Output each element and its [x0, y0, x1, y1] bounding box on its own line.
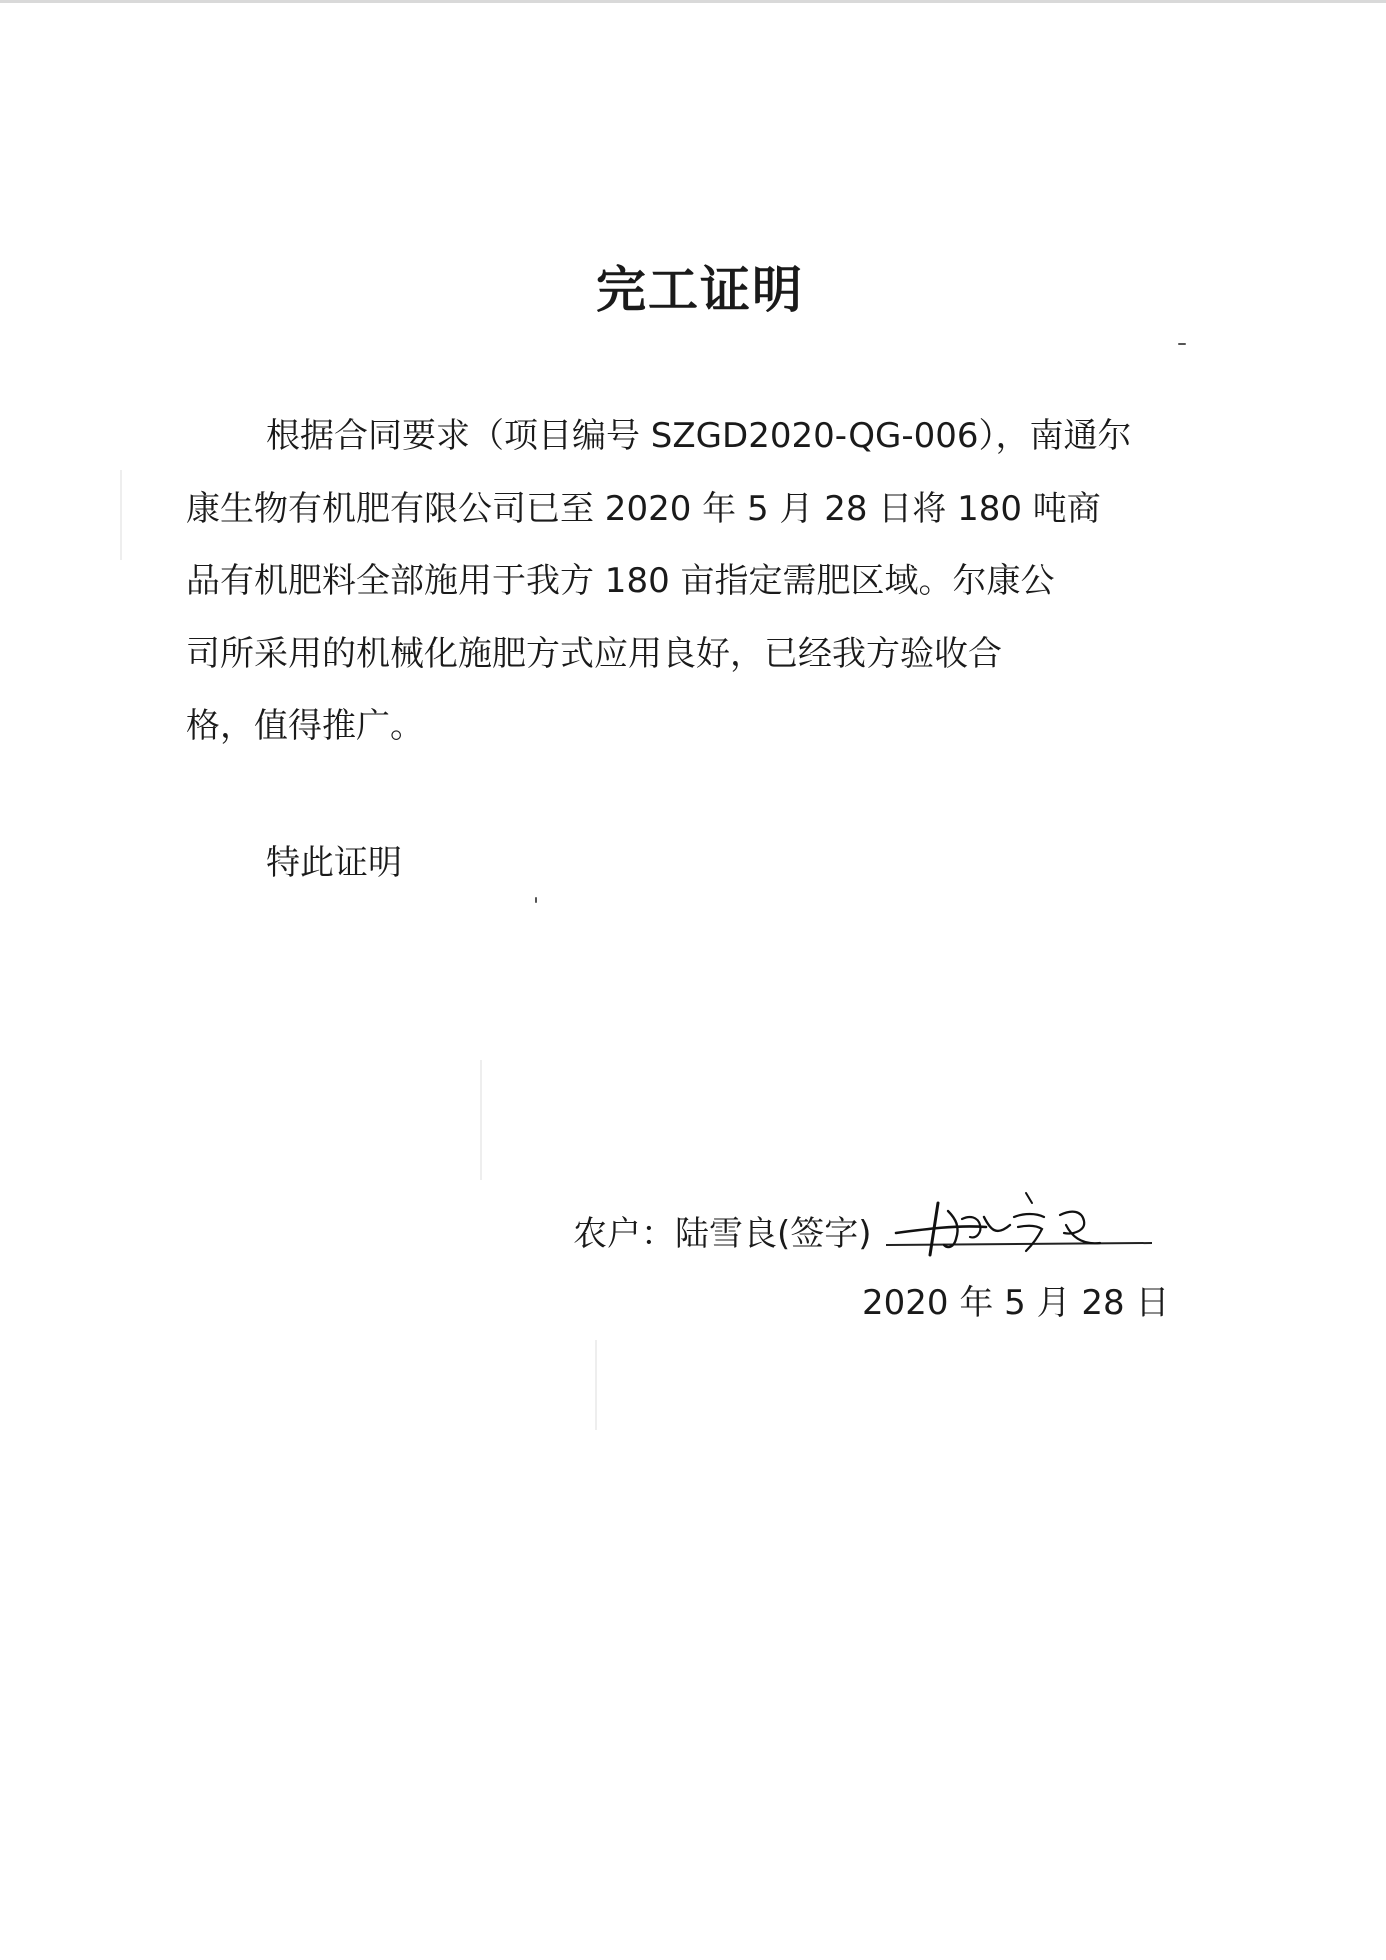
body-line: 品有机肥料全部施用于我方 180 亩指定需肥区域。尔康公 — [186, 561, 1055, 601]
body-paragraph — [186, 400, 1146, 763]
signature-text: 陆雪良 — [886, 1189, 890, 1190]
handwritten-signature — [886, 1189, 1156, 1259]
body-line: 格，值得推广。 — [186, 706, 424, 746]
closing-statement: 特此证明 — [266, 843, 402, 883]
scan-speck — [535, 897, 537, 903]
signature-row — [573, 1189, 1156, 1255]
scan-artifact — [595, 1340, 597, 1430]
scan-speck — [1178, 343, 1186, 345]
document-title: 完工证明 — [596, 261, 804, 319]
body-line: 根据合同要求（项目编号 SZGD2020-QG-006），南通尔 — [266, 416, 1132, 456]
scan-edge — [0, 0, 1386, 3]
signature-label: 农户：陆雪良(签字) — [573, 1213, 872, 1254]
scan-artifact — [120, 470, 122, 560]
body-line: 司所采用的机械化施肥方式应用良好，已经我方验收合 — [186, 633, 1002, 674]
signature-date: 2020 年 5 月 28 日 — [862, 1283, 1170, 1323]
scan-artifact — [480, 1060, 482, 1180]
body-line: 康生物有机肥有限公司已至 2020 年 5 月 28 日将 180 吨商 — [186, 488, 1101, 529]
